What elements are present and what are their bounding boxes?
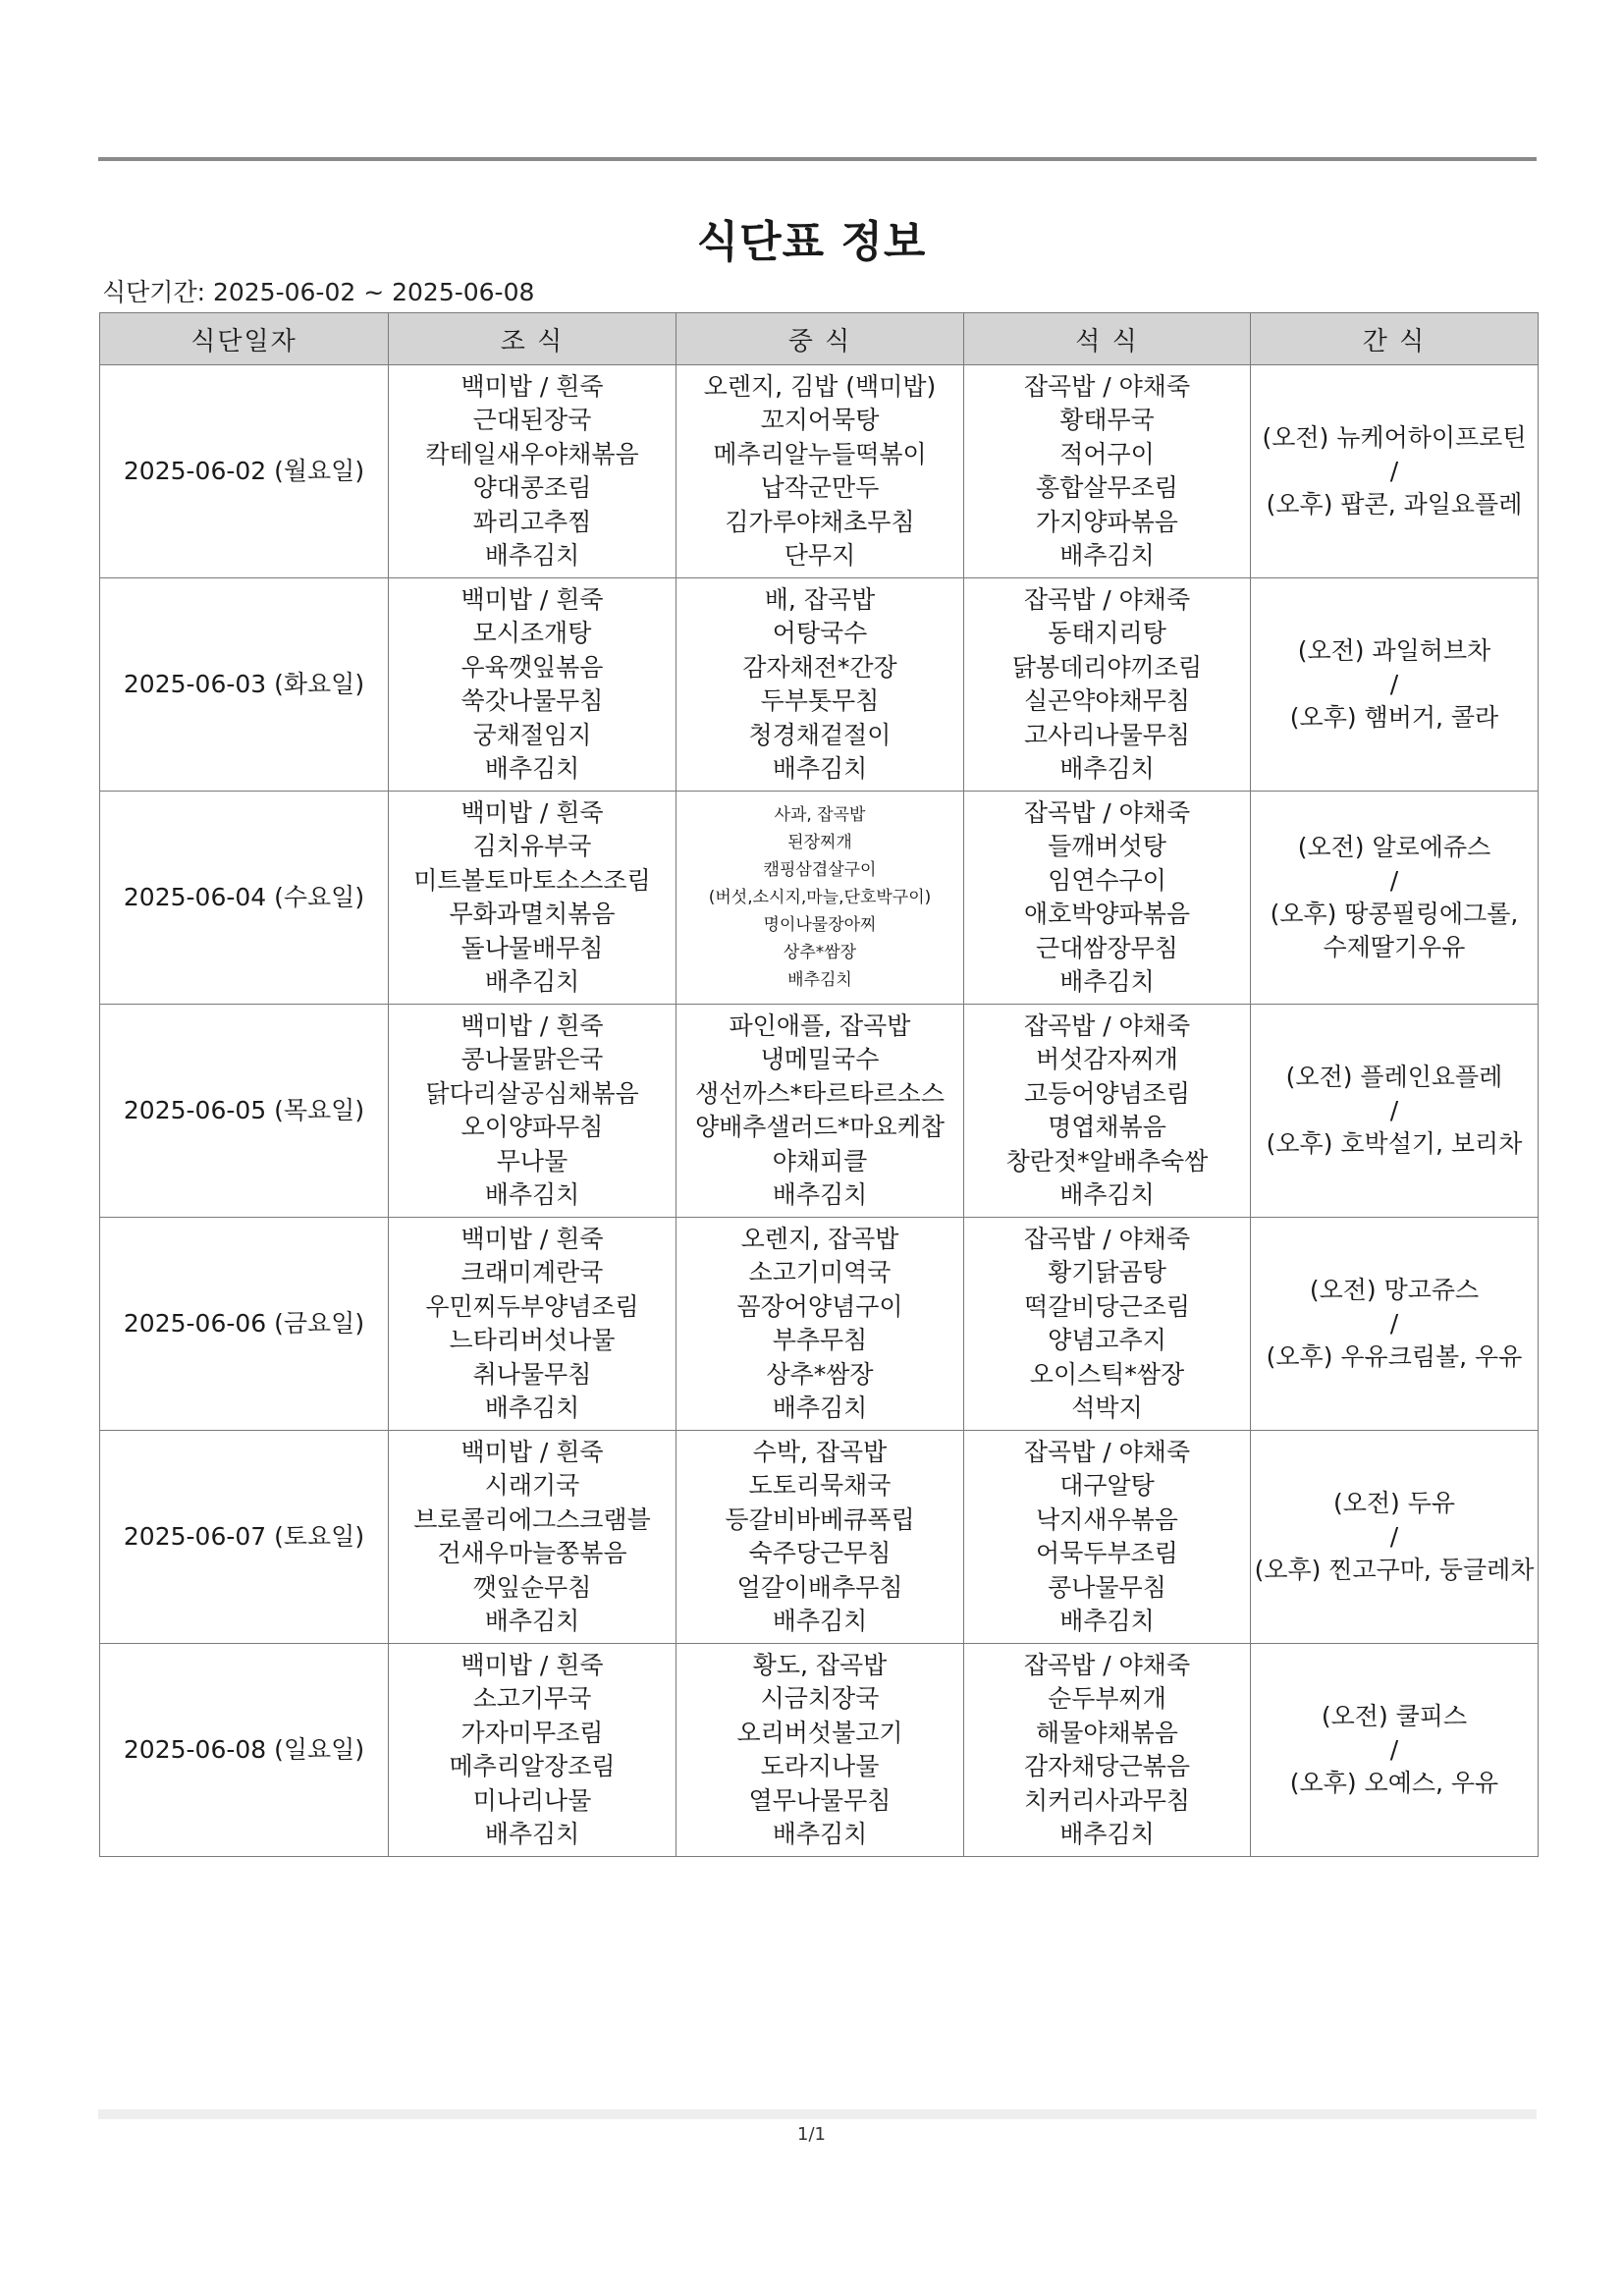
menu-item: 배추김치 — [772, 1607, 868, 1635]
lunch-cell — [676, 792, 964, 1005]
menu-item: 오리버섯불고기 — [736, 1718, 903, 1747]
menu-item: 낙지새우볶음 — [1036, 1504, 1178, 1534]
menu-item: 등갈비바베큐폭립 — [725, 1504, 915, 1534]
menu-item: 떡갈비당근조림 — [1023, 1291, 1191, 1321]
snack-cell — [1251, 1005, 1539, 1218]
menu-item: 배추김치 — [484, 1394, 580, 1422]
menu-item: / — [1389, 866, 1399, 895]
header-date: 식단일자 — [100, 313, 389, 365]
menu-item: 도토리묵채국 — [748, 1471, 892, 1500]
menu-body — [100, 365, 1539, 1857]
menu-item: (오후) 찐고구마, 둥글레차 — [1254, 1556, 1535, 1584]
menu-item: 얼갈이배추무침 — [736, 1572, 903, 1602]
lunch-cell — [676, 365, 964, 578]
top-rule — [98, 157, 1537, 161]
menu-item: (오후) 오예스, 우유 — [1289, 1769, 1499, 1797]
menu-item: (오전) 망고쥬스 — [1309, 1276, 1480, 1304]
menu-item: 양배추샐러드*마요케찹 — [694, 1113, 945, 1141]
menu-item: 배추김치 — [484, 1607, 580, 1635]
menu-item: 도라지나물 — [760, 1752, 880, 1780]
menu-item: 무나물 — [496, 1146, 568, 1175]
menu-item: (오전) 두유 — [1332, 1489, 1456, 1517]
menu-item: 오렌지, 잡곡밥 — [740, 1224, 899, 1253]
menu-item: 부추무침 — [772, 1326, 868, 1354]
menu-item: / — [1389, 670, 1399, 698]
page-title: 식단표 정보 — [696, 217, 927, 267]
menu-item: 시금치장국 — [760, 1684, 880, 1713]
snack-cell — [1251, 792, 1539, 1005]
footer-band — [98, 2109, 1537, 2119]
menu-item: 우민찌두부양념조림 — [425, 1291, 639, 1321]
menu-item: 미나리나물 — [472, 1785, 592, 1815]
menu-item: 야채피클 — [772, 1146, 868, 1175]
menu-item: 칵테일새우야채볶음 — [425, 439, 639, 468]
menu-item: 수박, 잡곡밥 — [752, 1437, 888, 1466]
menu-item: 시래기국 — [484, 1471, 580, 1500]
breakfast-cell — [389, 365, 676, 578]
menu-item: / — [1389, 1735, 1399, 1764]
menu-item: 대구알탕 — [1059, 1471, 1155, 1500]
menu-item: 잡곡밥 / 야채죽 — [1023, 1650, 1191, 1679]
menu-item: 백미밥 / 흰죽 — [460, 1011, 604, 1040]
lunch-cell — [676, 1644, 964, 1857]
menu-item: 적어구이 — [1059, 439, 1155, 468]
menu-item: 오이양파무침 — [460, 1113, 604, 1141]
menu-item: 메추리알장조림 — [449, 1752, 616, 1780]
menu-item: 배추김치 — [484, 754, 580, 783]
menu-item: 순두부찌개 — [1048, 1684, 1166, 1713]
menu-item: (오후) 햄버거, 콜라 — [1289, 703, 1499, 732]
date-cell: 2025-06-04 (수요일) — [100, 792, 389, 1005]
menu-item: 배추김치 — [484, 541, 580, 570]
dinner-cell — [964, 1218, 1251, 1431]
menu-item: 백미밥 / 흰죽 — [460, 1224, 604, 1253]
menu-item: 느타리버섯나물 — [449, 1326, 616, 1354]
table-row — [100, 1005, 1539, 1218]
menu-item: (오전) 과일허브차 — [1297, 636, 1491, 665]
menu-item: (오전) 알로에쥬스 — [1297, 833, 1491, 861]
snack-cell — [1251, 1218, 1539, 1431]
breakfast-cell — [389, 1644, 676, 1857]
menu-item: 백미밥 / 흰죽 — [460, 1650, 604, 1679]
breakfast-cell — [389, 1431, 676, 1644]
meal-period: 식단기간: 2025-06-02 ~ 2025-06-08 — [102, 278, 535, 306]
date-cell: 2025-06-02 (월요일) — [100, 365, 389, 578]
lunch-cell — [676, 1218, 964, 1431]
menu-item: 고사리나물무침 — [1023, 720, 1191, 749]
menu-item: 창란젓*알배추숙쌈 — [1005, 1146, 1209, 1175]
menu-item: 버섯감자찌개 — [1036, 1045, 1178, 1073]
menu-item: 근대쌈장무침 — [1036, 933, 1178, 962]
snack-cell — [1251, 365, 1539, 578]
dinner-cell — [964, 1431, 1251, 1644]
menu-item: 브로콜리에그스크램블 — [413, 1504, 651, 1534]
menu-item: 배추김치 — [1059, 754, 1155, 783]
menu-item: 배추김치 — [787, 970, 852, 990]
menu-item: (버섯,소시지,마늘,단호박구이) — [708, 888, 932, 907]
menu-item: 백미밥 / 흰죽 — [460, 584, 604, 614]
menu-item: 해물야채볶음 — [1036, 1718, 1178, 1747]
menu-item: / — [1389, 1522, 1399, 1551]
menu-item: 배추김치 — [484, 1180, 580, 1209]
menu-item: 배추김치 — [1059, 1607, 1155, 1635]
menu-item: / — [1389, 1096, 1399, 1124]
menu-item: 백미밥 / 흰죽 — [460, 371, 604, 401]
lunch-cell — [676, 1005, 964, 1218]
menu-item: (오전) 쿨피스 — [1321, 1702, 1468, 1730]
table-row — [100, 578, 1539, 792]
menu-item: 꼼장어양념구이 — [736, 1291, 903, 1321]
header-breakfast: 조 식 — [389, 313, 676, 365]
menu-item: 백미밥 / 흰죽 — [460, 797, 604, 827]
menu-item: 감자채당근볶음 — [1023, 1752, 1191, 1780]
menu-item: 배추김치 — [1059, 541, 1155, 570]
snack-cell — [1251, 1431, 1539, 1644]
menu-item: 배추김치 — [1059, 967, 1155, 996]
menu-item: 단무지 — [784, 541, 856, 570]
menu-item: 소고기무국 — [472, 1684, 592, 1713]
header-lunch: 중 식 — [676, 313, 964, 365]
menu-item: 황도, 잡곡밥 — [752, 1650, 888, 1679]
menu-item: 고등어양념조림 — [1023, 1078, 1191, 1108]
menu-item: 임연수구이 — [1048, 865, 1166, 895]
menu-item: 콩나물맑은국 — [460, 1045, 604, 1073]
date-cell: 2025-06-06 (금요일) — [100, 1218, 389, 1431]
menu-item: 잡곡밥 / 야채죽 — [1023, 371, 1191, 401]
date-cell: 2025-06-05 (목요일) — [100, 1005, 389, 1218]
menu-item: 미트볼토마토소스조림 — [413, 865, 651, 895]
menu-item: (오후) 팝콘, 과일요플레 — [1266, 490, 1523, 519]
menu-item: 동태지리탕 — [1048, 619, 1166, 647]
menu-item: 잡곡밥 / 야채죽 — [1023, 584, 1191, 614]
breakfast-cell — [389, 1218, 676, 1431]
menu-item: 궁채절임지 — [472, 720, 592, 749]
menu-item: 쑥갓나물무침 — [460, 686, 604, 715]
menu-item: 잡곡밥 / 야채죽 — [1023, 1224, 1191, 1253]
menu-item: 열무나물무침 — [748, 1785, 892, 1815]
dinner-cell — [964, 1005, 1251, 1218]
dinner-cell — [964, 1644, 1251, 1857]
menu-item: (오후) 호박설기, 보리차 — [1266, 1129, 1523, 1158]
menu-item: 오렌지, 김밥 (백미밥) — [703, 371, 937, 401]
lunch-cell — [676, 1431, 964, 1644]
menu-item: 배추김치 — [772, 1394, 868, 1422]
menu-item: 가자미무조림 — [460, 1718, 604, 1747]
menu-item: 오이스틱*쌈장 — [1029, 1359, 1185, 1389]
menu-item: 배추김치 — [772, 754, 868, 783]
menu-item: 크래미계란국 — [460, 1258, 604, 1286]
menu-item: 잡곡밥 / 야채죽 — [1023, 1011, 1191, 1040]
menu-item: 무화과멸치볶음 — [449, 900, 616, 928]
header-snack: 간 식 — [1251, 313, 1539, 365]
menu-item: 실곤약야채무침 — [1023, 686, 1191, 715]
menu-item: 수제딸기우유 — [1323, 933, 1466, 961]
menu-item: 양대콩조림 — [472, 473, 592, 502]
menu-item: (오후) 땅콩필링에그롤, — [1270, 900, 1519, 928]
menu-item: 메추리알누들떡볶이 — [713, 439, 927, 468]
menu-item: 사과, 잡곡밥 — [774, 805, 866, 825]
dinner-cell — [964, 578, 1251, 792]
menu-item: 숙주당근무침 — [748, 1539, 892, 1567]
menu-item: 배추김치 — [772, 1820, 868, 1848]
menu-item: 잡곡밥 / 야채죽 — [1023, 797, 1191, 827]
breakfast-cell — [389, 578, 676, 792]
menu-item: 취나물무침 — [472, 1359, 592, 1389]
menu-item: 애호박양파볶음 — [1023, 900, 1191, 928]
menu-item: 상추*쌈장 — [766, 1359, 874, 1389]
header-dinner: 석 식 — [964, 313, 1251, 365]
menu-item: 건새우마늘쫑볶음 — [437, 1539, 627, 1567]
menu-item: 잡곡밥 / 야채죽 — [1023, 1437, 1191, 1466]
date-cell: 2025-06-07 (토요일) — [100, 1431, 389, 1644]
menu-item: 생선까스*타르타르소스 — [694, 1078, 945, 1108]
menu-item: 냉메밀국수 — [760, 1045, 880, 1073]
menu-item: 명이나물장아찌 — [763, 915, 877, 935]
menu-item: (오전) 플레인요플레 — [1285, 1063, 1503, 1091]
lunch-cell — [676, 578, 964, 792]
menu-item: / — [1389, 457, 1399, 485]
menu-table — [99, 312, 1539, 1857]
menu-item: 배추김치 — [484, 1820, 580, 1848]
breakfast-cell — [389, 1005, 676, 1218]
menu-item: 백미밥 / 흰죽 — [460, 1437, 604, 1466]
menu-item: 닭봉데리야끼조림 — [1011, 652, 1203, 682]
header-row — [100, 313, 1539, 365]
menu-item: (오전) 뉴케어하이프로틴 — [1262, 423, 1527, 452]
menu-item: 콩나물무침 — [1048, 1572, 1166, 1602]
menu-item: 상추*쌈장 — [783, 943, 857, 962]
menu-item: 캠핑삼겹살구이 — [763, 860, 877, 880]
menu-item: 된장찌개 — [787, 833, 852, 852]
table-row — [100, 365, 1539, 578]
menu-item: / — [1389, 1309, 1399, 1338]
menu-item: 감자채전*간장 — [742, 652, 897, 682]
menu-item: 황기닭곰탕 — [1048, 1258, 1166, 1286]
menu-item: 납작군만두 — [760, 473, 880, 502]
menu-item: 배추김치 — [772, 1180, 868, 1209]
menu-item: (오후) 우유크림볼, 우유 — [1266, 1342, 1523, 1371]
breakfast-cell — [389, 792, 676, 1005]
menu-item: 홍합살무조림 — [1036, 473, 1178, 502]
menu-item: 파인애플, 잡곡밥 — [729, 1011, 911, 1040]
menu-item: 양념고추지 — [1048, 1326, 1166, 1354]
menu-item: 명엽채볶음 — [1048, 1113, 1166, 1141]
page-number: 1/1 — [797, 2124, 826, 2145]
menu-item: 석박지 — [1071, 1394, 1143, 1422]
menu-item: 돌나물배무침 — [460, 933, 604, 962]
menu-item: 어묵두부조림 — [1036, 1539, 1178, 1567]
dinner-cell — [964, 365, 1251, 578]
menu-item: 꼬지어묵탕 — [760, 406, 880, 434]
menu-item: 어탕국수 — [772, 619, 868, 647]
menu-item: 근대된장국 — [472, 406, 592, 434]
table-row — [100, 1218, 1539, 1431]
menu-item: 치커리사과무침 — [1023, 1785, 1191, 1815]
menu-item: 소고기미역국 — [748, 1258, 892, 1286]
table-row — [100, 792, 1539, 1005]
menu-item: 김가루야채초무침 — [725, 507, 915, 536]
menu-item: 김치유부국 — [472, 832, 592, 860]
menu-item: 깻잎순무침 — [472, 1572, 592, 1602]
menu-item: 가지양파볶음 — [1036, 507, 1178, 536]
date-cell: 2025-06-08 (일요일) — [100, 1644, 389, 1857]
table-row — [100, 1431, 1539, 1644]
menu-item: 배추김치 — [1059, 1820, 1155, 1848]
menu-item: 배추김치 — [1059, 1180, 1155, 1209]
menu-item: 청경채겉절이 — [748, 720, 892, 749]
menu-item: 두부톳무침 — [760, 686, 880, 715]
menu-item: 황태무국 — [1059, 406, 1155, 434]
snack-cell — [1251, 578, 1539, 792]
snack-cell — [1251, 1644, 1539, 1857]
menu-item: 배추김치 — [484, 967, 580, 996]
menu-item: 배, 잡곡밥 — [764, 584, 876, 614]
menu-item: 모시조개탕 — [472, 619, 592, 647]
date-cell: 2025-06-03 (화요일) — [100, 578, 389, 792]
menu-item: 꽈리고추찜 — [472, 507, 592, 536]
menu-item: 들깨버섯탕 — [1048, 832, 1166, 860]
menu-item: 우육깻잎볶음 — [460, 652, 604, 682]
dinner-cell — [964, 792, 1251, 1005]
menu-item: 닭다리살공심채볶음 — [425, 1078, 639, 1108]
table-row — [100, 1644, 1539, 1857]
